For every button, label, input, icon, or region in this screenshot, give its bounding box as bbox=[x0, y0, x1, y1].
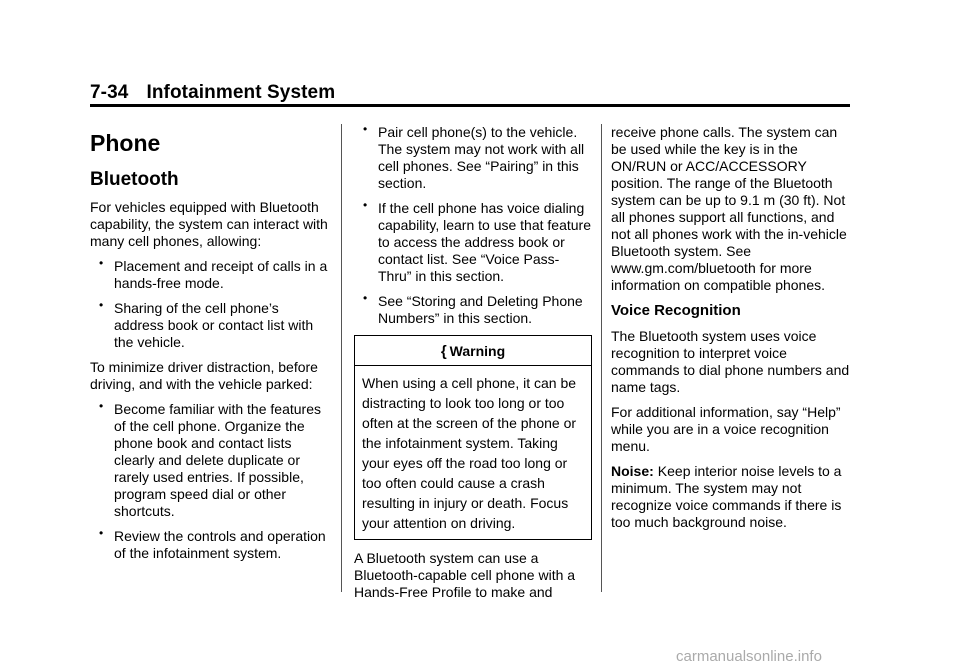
note-paragraph bbox=[611, 463, 853, 531]
list-item: • Review the controls and operation of the infotainment system. bbox=[90, 528, 328, 562]
column-3 bbox=[611, 124, 853, 539]
list-item: • Become familiar with the features of the cell phone. Organize the phone book and contact lists clearly and delete duplicate or rarely used entries. If possible, program speed dial or other shortcuts. bbox=[90, 401, 328, 520]
paragraph: The Bluetooth system uses voice recognition to interpret voice commands to dial phone numbers and name tags. bbox=[611, 328, 850, 395]
watermark: carmanualsonline.info bbox=[676, 648, 822, 665]
header-rule bbox=[90, 104, 850, 107]
paragraph: A Bluetooth system can use a Bluetooth-capable cell phone with a Hands-Free Profile to make and bbox=[354, 550, 576, 600]
list-item: • See “Storing and Deleting Phone Numbers” in this section. bbox=[354, 293, 592, 327]
paragraph: To minimize driver distraction, before driving, and with the vehicle parked: bbox=[90, 359, 318, 392]
subsection-title: Bluetooth bbox=[90, 169, 179, 190]
paragraph: For additional information, say “Help” while you are in a voice recognition menu. bbox=[611, 404, 841, 454]
bullet-list bbox=[354, 124, 592, 327]
column-1 bbox=[90, 124, 328, 570]
warning-header bbox=[355, 336, 591, 366]
bullet-list bbox=[90, 258, 328, 351]
warning-icon: { bbox=[440, 343, 447, 360]
intro-paragraph: For vehicles equipped with Bluetooth capability, the system can interact with many cell phones, allowing: bbox=[90, 199, 328, 249]
list-item: • If the cell phone has voice dialing capability, learn to use that feature to access the address book or contact list. See “Voice Pass-Thru” in this section. bbox=[354, 200, 592, 285]
section-title: Phone bbox=[90, 130, 161, 156]
note-label: Noise: bbox=[611, 463, 654, 479]
list-item: • Pair cell phone(s) to the vehicle. The system may not work with all cell phones. See “Pairing” in this section. bbox=[354, 124, 592, 192]
subsection-title: Voice Recognition bbox=[611, 302, 741, 319]
note-text: Keep interior noise levels to a minimum. The system may not recognize voice commands if there is too much background noise. bbox=[611, 463, 842, 530]
warning-title: Warning bbox=[449, 343, 506, 359]
bullet-list bbox=[90, 401, 328, 562]
page-header bbox=[90, 82, 850, 104]
page-number: 7-34 bbox=[90, 82, 129, 103]
list-item: • Sharing of the cell phone’s address book or contact list with the vehicle. bbox=[90, 300, 328, 351]
header-text bbox=[90, 82, 850, 104]
chapter-title: Infotainment System bbox=[146, 82, 336, 103]
warning-text: When using a cell phone, it can be distracting to look too long or too often at the screen of the phone or the infotainment system. Taking your eyes off the road too long or too often could cause a crash resulting in injury or death. Focus your attention on driving. bbox=[362, 375, 577, 531]
column-2 bbox=[354, 124, 592, 609]
paragraph: receive phone calls. The system can be used while the key is in the ON/RUN or ACC/ACCESSORY position. The range of the Bluetooth system can be up to 9.1 m (30 ft). Not all phones support all functions, and not all phones work with the in-vehicle Bluetooth system. See www.gm.com/bluetooth for more information on compatible phones. bbox=[611, 124, 847, 293]
column-divider bbox=[601, 124, 602, 592]
warning-box bbox=[354, 335, 592, 540]
column-divider bbox=[341, 124, 342, 592]
list-item: • Placement and receipt of calls in a hands-free mode. bbox=[90, 258, 328, 292]
